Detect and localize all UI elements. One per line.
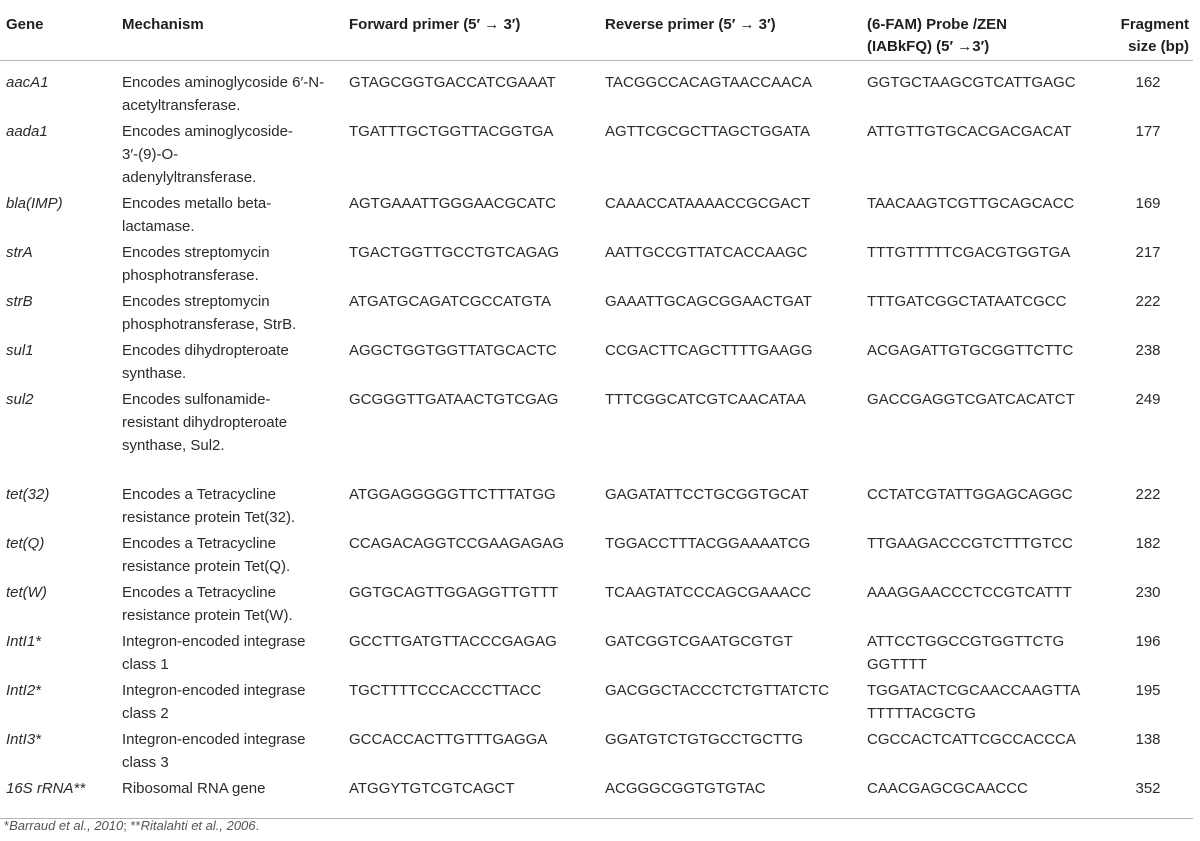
table-row <box>0 339 1193 388</box>
header-row <box>0 0 1193 61</box>
probe-cell: TTGAAGACCCGTCTTTGTCC <box>867 534 1073 552</box>
gene-cell: IntI3* <box>6 730 42 748</box>
mechanism-cell: Encodes metallo beta-lactamase. <box>122 194 272 235</box>
header-fragment-size: Fragment size (bp) <box>1120 16 1189 55</box>
fragment-size-cell: 238 <box>1135 341 1161 359</box>
probe-cell: ATTCCTGGCCGTGGTTCTG GGTTTT <box>867 632 1065 673</box>
reverse-primer-cell: CAAACCATAAAACCGCGACT <box>605 194 811 212</box>
fragment-size-cell: 230 <box>1135 583 1161 601</box>
forward-primer-cell: TGACTGGTTGCCTGTCAGAG <box>349 243 559 261</box>
fragment-size-cell: 352 <box>1135 779 1161 797</box>
gene-cell: tet(32) <box>6 485 50 503</box>
mechanism-cell: Integron-encoded integrase class 1 <box>122 632 306 673</box>
probe-cell: GACCGAGGTCGATCACATCT <box>867 390 1075 408</box>
footnote-reference-2: Ritalahti et al., 2006 <box>140 818 256 833</box>
probe-cell: CAACGAGCGCAACCC <box>867 779 1028 797</box>
probe-cell: TTTGATCGGCTATAATCGCC <box>867 292 1067 310</box>
mechanism-cell: Encodes dihydropteroate synthase. <box>122 341 289 382</box>
table-row <box>0 388 1193 483</box>
probe-cell: GGTGCTAAGCGTCATTGAGC <box>867 74 1076 91</box>
mechanism-cell: Encodes sulfonamide-resistant dihydropteroate synthase, Sul2. <box>122 390 288 454</box>
forward-primer-cell: GTAGCGGTGACCATCGAAAT <box>349 74 556 91</box>
mechanism-cell: Encodes aminoglycoside-3′-(9)-O-adenylyltransferase. <box>122 122 293 186</box>
fragment-size-cell: 222 <box>1135 485 1161 503</box>
probe-cell: TGGATACTCGCAACCAAGTTA TTTTTACGCTG <box>867 681 1080 722</box>
forward-primer-cell: TGATTTGCTGGTTACGGTGA <box>349 122 554 140</box>
gene-cell: aacA1 <box>6 74 49 91</box>
probe-cell: TTTGTTTTTCGACGTGGTGA <box>867 243 1071 261</box>
reverse-primer-cell: TGGACCTTTACGGAAAATCG <box>605 534 811 552</box>
mechanism-cell: Encodes streptomycin phosphotransferase. <box>122 243 270 284</box>
footnote-reference-1: Barraud et al., 2010 <box>9 818 124 833</box>
mechanism-cell: Integron-encoded integrase class 3 <box>122 730 306 771</box>
forward-primer-cell: ATGGAGGGGGTTCTTTATGG <box>349 485 556 503</box>
reverse-primer-cell: AATTGCCGTTATCACCAAGC <box>605 243 808 261</box>
fragment-size-cell: 217 <box>1135 243 1161 261</box>
mechanism-cell: Encodes streptomycin phosphotransferase, StrB. <box>122 292 297 333</box>
table-row <box>0 192 1193 241</box>
fragment-size-cell: 162 <box>1135 74 1161 91</box>
fragment-size-cell: 182 <box>1135 534 1161 552</box>
forward-primer-cell: CCAGACAGGTCCGAAGAGAG <box>349 534 565 552</box>
table-row <box>0 241 1193 290</box>
forward-primer-cell: AGGCTGGTGGTTATGCACTC <box>349 341 557 359</box>
reverse-primer-cell: TCAAGTATCCCAGCGAAACC <box>605 583 812 601</box>
fragment-size-cell: 249 <box>1135 390 1161 408</box>
gene-cell: sul1 <box>6 341 34 359</box>
probe-cell: ATTGTTGTGCACGACGACAT <box>867 122 1072 140</box>
probe-cell: AAAGGAACCCTCCGTCATTT <box>867 583 1072 601</box>
probe-cell: CGCCACTCATTCGCCACCCA <box>867 730 1076 748</box>
table-row <box>0 581 1193 630</box>
table-row <box>0 120 1193 192</box>
reverse-primer-cell: AGTTCGCGCTTAGCTGGATA <box>605 122 810 140</box>
mechanism-cell: Encodes a Tetracycline resistance protein Tet(W). <box>122 583 293 624</box>
forward-primer-cell: TGCTTTTCCCACCCTTACC <box>349 681 542 699</box>
table-row <box>0 532 1193 581</box>
gene-cell: 16S rRNA** <box>6 779 86 797</box>
mechanism-cell: Encodes aminoglycoside 6′-N-acetyltransferase. <box>122 74 325 114</box>
gene-cell: IntI2* <box>6 681 42 699</box>
probe-cell: ACGAGATTGTGCGGTTCTTC <box>867 341 1074 359</box>
fragment-size-cell: 177 <box>1135 122 1161 140</box>
reverse-primer-cell: ACGGGCGGTGTGTAC <box>605 779 766 797</box>
footnote-separator: ; ** <box>123 818 141 833</box>
mechanism-cell: Ribosomal RNA gene <box>122 779 266 797</box>
reverse-primer-cell: TTTCGGCATCGTCAACATAA <box>605 390 806 408</box>
fragment-size-cell: 222 <box>1135 292 1161 310</box>
gene-cell: sul2 <box>6 390 34 408</box>
reverse-primer-cell: CCGACTTCAGCTTTTGAAGG <box>605 341 813 359</box>
fragment-size-cell: 196 <box>1135 632 1161 650</box>
footnote-marker-1: * <box>4 818 10 833</box>
forward-primer-cell: GCCTTGATGTTACCCGAGAG <box>349 632 557 650</box>
forward-primer-cell: GGTGCAGTTGGAGGTTGTTT <box>349 583 559 601</box>
reverse-primer-cell: GATCGGTCGAATGCGTGT <box>605 632 793 650</box>
footnote-end: . <box>255 818 260 833</box>
mechanism-cell: Encodes a Tetracycline resistance protein Tet(32). <box>122 485 296 526</box>
header-gene: Gene <box>6 16 44 33</box>
table-row <box>0 290 1193 339</box>
table-row <box>0 61 1193 120</box>
header-mechanism: Mechanism <box>122 16 204 33</box>
forward-primer-cell: GCCACCACTTGTTTGAGGA <box>349 730 548 748</box>
reverse-primer-cell: GAGATATTCCTGCGGTGCAT <box>605 485 809 503</box>
gene-cell: strB <box>6 292 33 310</box>
forward-primer-cell: GCGGGTTGATAACTGTCGAG <box>349 390 559 408</box>
gene-cell: aada1 <box>6 122 48 140</box>
table-footnote <box>4 818 259 833</box>
gene-cell: strA <box>6 243 33 261</box>
probe-cell: TAACAAGTCGTTGCAGCACC <box>867 194 1075 212</box>
table-row <box>0 630 1193 679</box>
reverse-primer-cell: GACGGCTACCCTCTGTTATCTC <box>605 681 830 699</box>
table-row <box>0 679 1193 728</box>
fragment-size-cell: 195 <box>1135 681 1161 699</box>
gene-cell: bla(IMP) <box>6 194 63 212</box>
forward-primer-cell: ATGGYTGTCGTCAGCT <box>349 779 515 797</box>
fragment-size-cell: 169 <box>1135 194 1161 212</box>
mechanism-cell: Encodes a Tetracycline resistance protein Tet(Q). <box>122 534 291 575</box>
mechanism-cell: Integron-encoded integrase class 2 <box>122 681 306 722</box>
gene-cell: tet(W) <box>6 583 47 601</box>
reverse-primer-cell: TACGGCCACAGTAACCAACA <box>605 74 812 91</box>
forward-primer-cell: AGTGAAATTGGGAACGCATC <box>349 194 556 212</box>
gene-cell: tet(Q) <box>6 534 45 552</box>
reverse-primer-cell: GGATGTCTGTGCCTGCTTG <box>605 730 804 748</box>
header-probe: (6-FAM) Probe /ZEN (IABkFQ) (5′ →3′) <box>867 16 1008 55</box>
forward-primer-cell: ATGATGCAGATCGCCATGTA <box>349 292 551 310</box>
header-forward-primer: Forward primer (5′ → 3′) <box>349 16 521 33</box>
reverse-primer-cell: GAAATTGCAGCGGAACTGAT <box>605 292 812 310</box>
probe-cell: CCTATCGTATTGGAGCAGGC <box>867 485 1073 503</box>
table-row <box>0 728 1193 777</box>
fragment-size-cell: 138 <box>1135 730 1161 748</box>
header-reverse-primer: Reverse primer (5′ → 3′) <box>605 16 776 33</box>
table-row <box>0 483 1193 532</box>
table-row <box>0 777 1193 819</box>
gene-cell: IntI1* <box>6 632 42 650</box>
